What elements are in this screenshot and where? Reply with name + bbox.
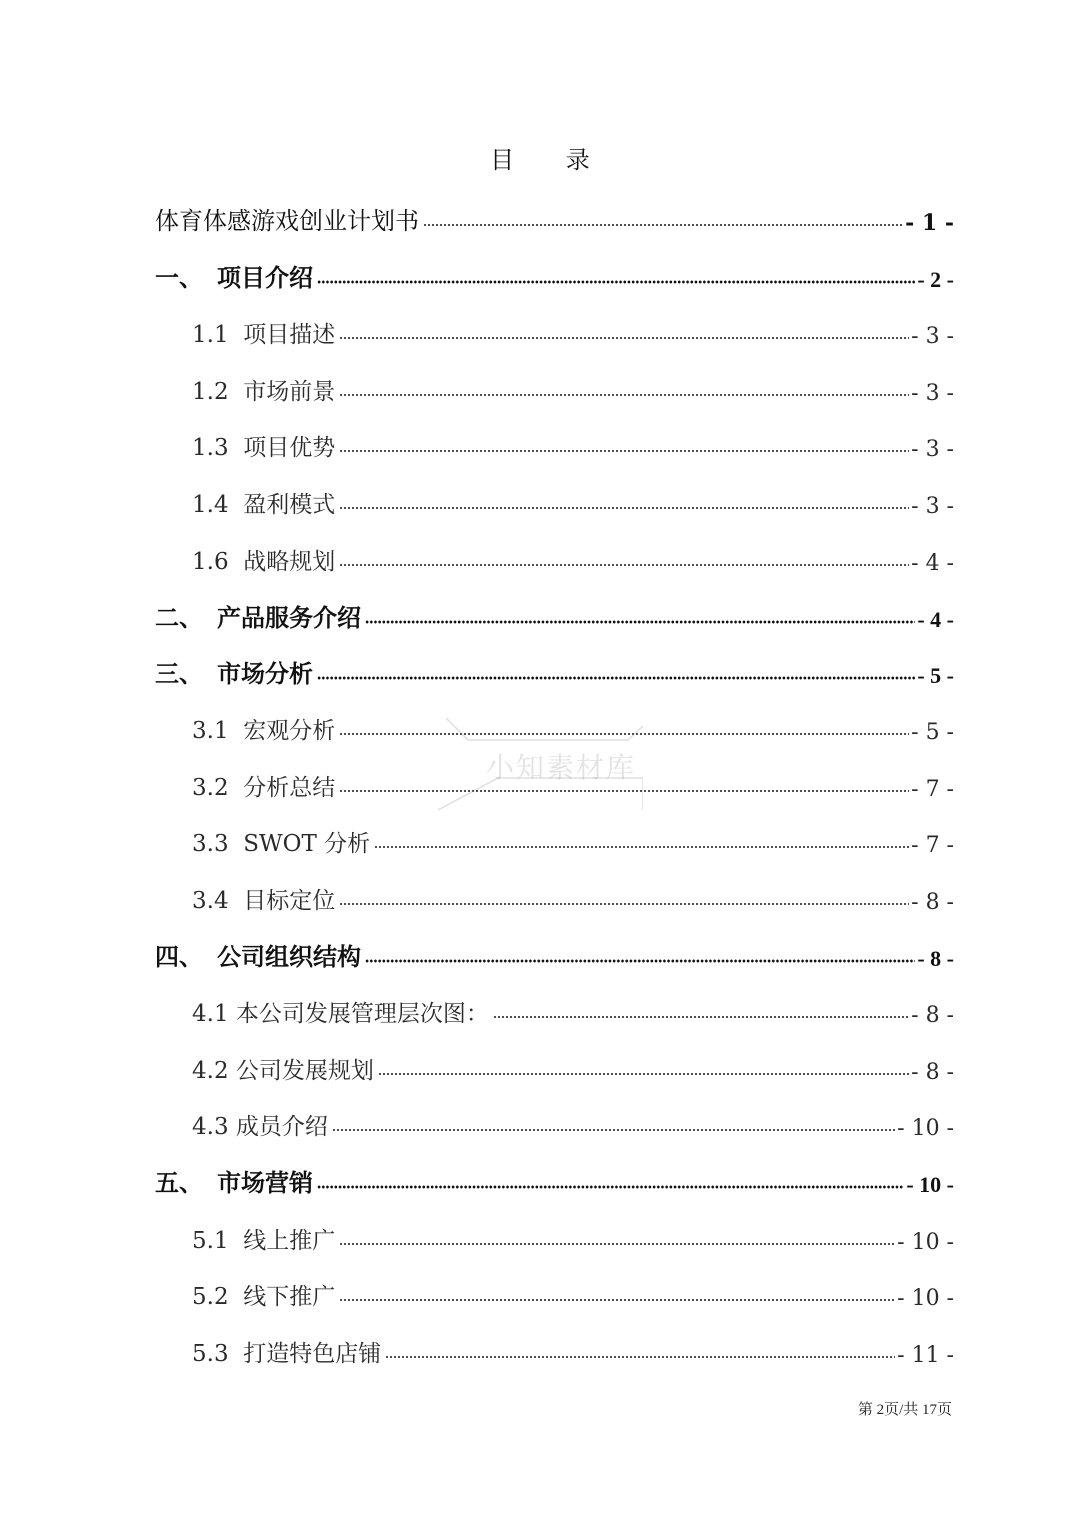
toc-entry-page: - 5 -	[917, 663, 954, 688]
toc-entry-page: - 10 -	[897, 1286, 954, 1311]
dot-leader	[423, 223, 903, 227]
dot-leader	[332, 1128, 895, 1132]
toc-entry-label: 公司组织结构	[217, 943, 361, 971]
toc-section-number: 一、	[155, 264, 203, 292]
toc-entry-label: 1.4 盈利模式	[192, 492, 336, 518]
toc-entry-label: 5.1 线上推广	[192, 1228, 336, 1254]
dot-leader	[365, 959, 915, 963]
dot-leader	[374, 845, 909, 849]
dot-leader	[339, 449, 909, 453]
toc-entry-label: 3.1 宏观分析	[192, 718, 336, 744]
toc-entry[interactable]	[0, 309, 1080, 349]
toc-entry-page: - 1 -	[905, 210, 954, 236]
toc-entry-label: 1.2 市场前景	[192, 379, 336, 405]
toc-entry-page: - 8 -	[917, 946, 954, 971]
toc-entry-label: 5.3 打造特色店铺	[192, 1341, 382, 1367]
toc-entry[interactable]	[0, 1158, 1080, 1198]
toc-entry-page: - 8 -	[911, 1060, 954, 1085]
toc-entry[interactable]	[0, 253, 1080, 293]
toc-entry[interactable]	[0, 1271, 1080, 1311]
toc-entry[interactable]	[0, 536, 1080, 576]
dot-leader	[317, 1185, 904, 1189]
toc-entry-page: - 10 -	[897, 1116, 954, 1141]
toc-entry-page: - 3 -	[911, 437, 954, 462]
toc-section-number: 三、	[155, 660, 203, 688]
toc-section-number: 四、	[155, 943, 203, 971]
toc-entry-label: 3.2 分析总结	[192, 775, 336, 801]
toc-entry-label: 4.3 成员介绍	[192, 1114, 328, 1140]
page-footer: 第 2页/共 17页	[857, 1402, 952, 1418]
toc-entry-label: 项目介绍	[217, 264, 313, 292]
toc-entry-label: 3.4 目标定位	[192, 888, 336, 914]
toc-entry-page: - 8 -	[911, 1003, 954, 1028]
dot-leader	[493, 1015, 909, 1019]
toc-entry-page: - 4 -	[911, 551, 954, 576]
toc-entry-page: - 7 -	[911, 833, 954, 858]
dot-leader	[339, 902, 909, 906]
toc-entry-label: 4.2 公司发展规划	[192, 1058, 374, 1084]
toc-entry-page: - 8 -	[911, 890, 954, 915]
dot-leader	[339, 563, 909, 567]
toc-title: 目 录	[490, 146, 612, 174]
toc-entry-page: - 7 -	[911, 777, 954, 802]
toc-entry[interactable]	[0, 1045, 1080, 1085]
toc-entry[interactable]	[0, 479, 1080, 519]
toc-entry-page: - 5 -	[911, 720, 954, 745]
toc-entry-label: 市场营销	[217, 1169, 313, 1197]
toc-entry[interactable]	[0, 988, 1080, 1028]
toc-entry[interactable]	[0, 196, 1080, 236]
dot-leader	[339, 393, 909, 397]
toc-entry-label: 产品服务介绍	[217, 604, 361, 632]
toc-entry-page: - 10 -	[906, 1172, 954, 1197]
toc-entry-page: - 11 -	[897, 1343, 954, 1368]
toc-entry-page: - 10 -	[897, 1230, 954, 1255]
toc-entry[interactable]	[0, 1328, 1080, 1368]
dot-leader	[339, 336, 909, 340]
toc-entry[interactable]	[0, 1215, 1080, 1255]
toc-entry[interactable]	[0, 875, 1080, 915]
toc-entry-page: - 4 -	[917, 607, 954, 632]
toc-entry-label: 3.3 SWOT 分析	[192, 831, 371, 857]
dot-leader	[378, 1072, 909, 1076]
toc-entry[interactable]	[0, 932, 1080, 972]
dot-leader	[385, 1355, 895, 1359]
dot-leader	[317, 280, 915, 284]
toc-entry-label: 5.2 线下推广	[192, 1284, 336, 1310]
toc-entry-label: 1.3 项目优势	[192, 435, 336, 461]
toc-entry[interactable]	[0, 422, 1080, 462]
watermark	[438, 718, 643, 813]
toc-entry-label: 体育体感游戏创业计划书	[155, 207, 419, 235]
toc-entry[interactable]	[0, 366, 1080, 406]
dot-leader	[339, 506, 909, 510]
toc-section-number: 二、	[155, 604, 203, 632]
toc-entry[interactable]	[0, 818, 1080, 858]
watermark-text: 小知素材库	[486, 751, 637, 784]
dot-leader	[339, 1298, 895, 1302]
dot-leader	[317, 676, 915, 680]
toc-entry[interactable]	[0, 593, 1080, 633]
toc-entry-label: 4.1 本公司发展管理层次图：	[192, 1001, 489, 1027]
toc-entry-page: - 2 -	[917, 267, 954, 292]
dot-leader	[339, 1242, 895, 1246]
toc-entry[interactable]	[0, 649, 1080, 689]
dot-leader	[365, 620, 915, 624]
toc-entry-label: 市场分析	[217, 660, 313, 688]
toc-entry-page: - 3 -	[911, 381, 954, 406]
toc-entry-page: - 3 -	[911, 324, 954, 349]
toc-entry-label: 1.1 项目描述	[192, 322, 336, 348]
toc-entry-page: - 3 -	[911, 494, 954, 519]
toc-entry[interactable]	[0, 1101, 1080, 1141]
toc-section-number: 五、	[155, 1169, 203, 1197]
toc-entry-label: 1.6 战略规划	[192, 549, 336, 575]
